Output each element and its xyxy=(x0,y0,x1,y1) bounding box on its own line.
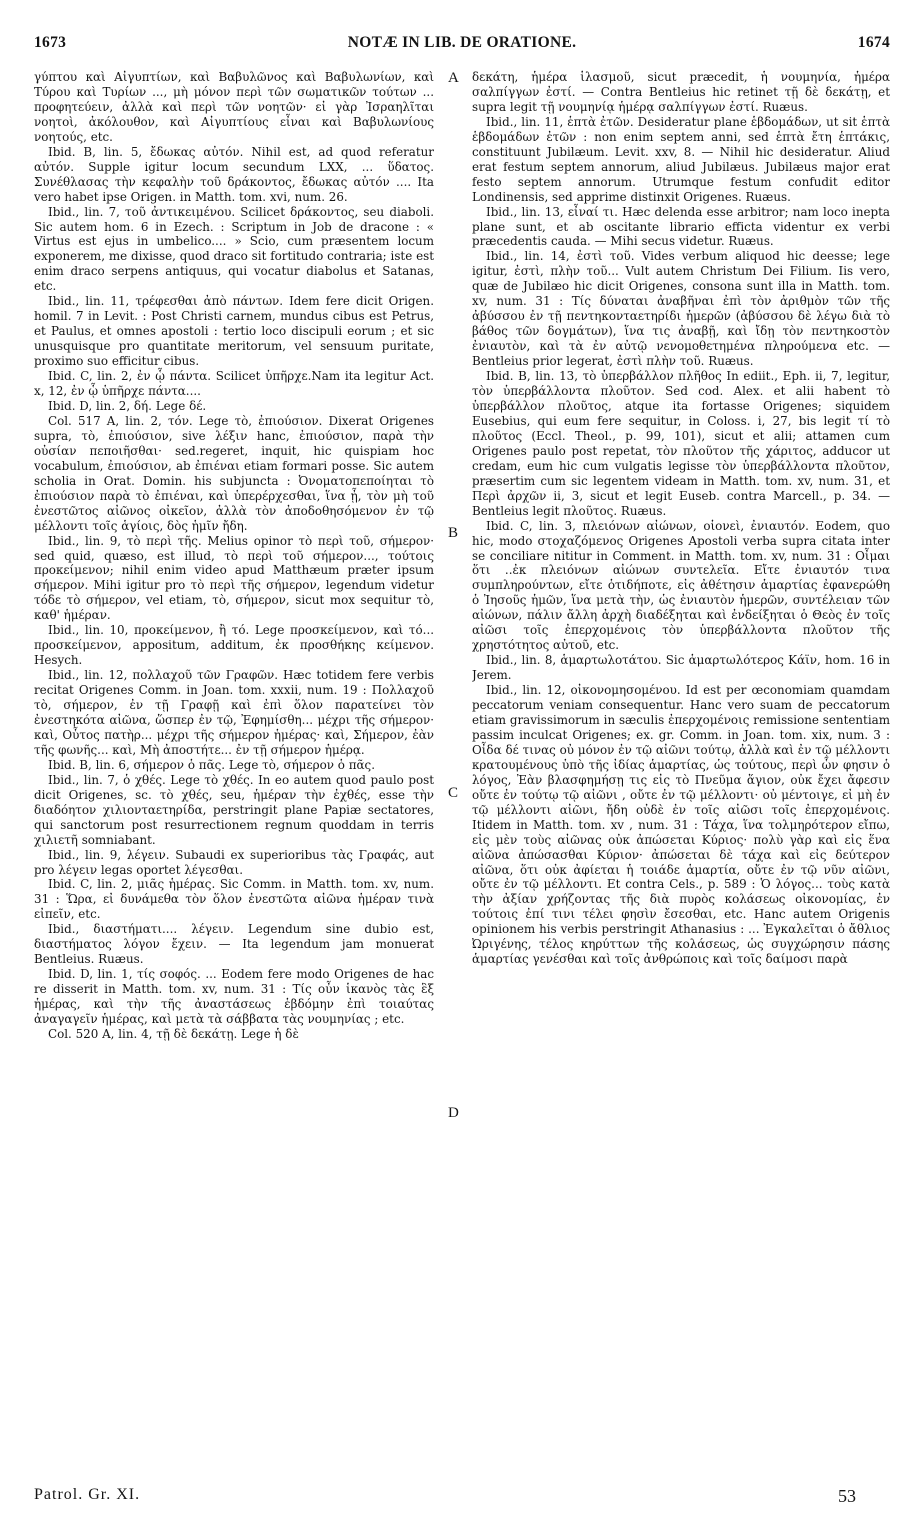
note-paragraph: Ibid., lin. 12, οἰκονομησομένου. Id est per œconomiam quamdam peccatorum veniam consequentur. Hanc vero suam de peccatorum etiam gravissimorum in sæculis ἐπερχομένοις remissione sententiam passim inculcat Origenes; ex. gr. Comm. in Joan. tom. xix, num. 3 : Οἶδα δέ τινας οὐ μόνον ἐν τῷ αἰῶνι τούτῳ, ἀλλὰ καὶ ἐν τῷ μέλλοντι κρατουμένους ὑπὸ τῆς ἰδίας ἁμαρτίας, ὡς τούτους, περὶ ὧν φησιν ὁ λόγος, Ἐὰν βλασφημήσῃ τις εἰς τὸ Πνεῦμα ἅγιον, οὐκ ἔχει ἄφεσιν οὔτε ἐν τούτῳ τῷ αἰῶνι , οὔτε ἐν τῷ μέλλοντι· οὐ μέντοιγε, εἰ μὴ ἐν τῷ μέλλοντι αἰῶνι, ἤδη οὐδὲ ἐν τοῖς αἰῶσι τοῖς ἐπερχομένοις. Itidem in Matth. tom. xv , num. 31 : Τάχα, ἵνα τολμηρότερον εἴπω, εἰς μὲν τοὺς αἰῶνας οὐκ ἀπώσεται Κύριος· πολὺ γὰρ καὶ εἰς ἕνα αἰῶνα ἀπώσασθαι Κύριον· ἀπώσεται δὲ τάχα καὶ εἰς δεύτερον αἰῶνα, ὅτι οὐκ ἀφίεται ἡ τοιάδε ἁμαρτία, οὔτε ἐν τῷ νῦν αἰῶνι, οὔτε ἐν τῷ μέλλοντι. Et contra Cels., p. 589 : Ὁ λόγος... τοὺς κατὰ τὴν ἀξίαν χρήζοντας τῆς διὰ πυρὸς κολάσεως οἰκονομίας, ἐν τούτοις ἐπί τινι τέλει φησὶν ἔσεσθαι, etc. Hanc autem Origenis opinionem his verbis perstringit Athanasius : ... Ἐγκαλεῖται ὁ ἄθλιος Ὠριγένης, τέλος κηρύττων τῆς κολάσεως, ὡς συγχώρησιν πάσης ἁμαρτίας γενέσθαι καὶ τοῖς ἀνθρώποις καὶ τοῖς δαίμοσι παρὰ xyxy=(472,683,890,967)
note-paragraph: Ibid., lin. 13, εἶναί τι. Hæc delenda esse arbitror; nam loco inepta plane sunt, et ab oscitante librario efficta videntur ex verbi præcedentis cauda. — Mihi secus videtur. Ruæus. xyxy=(472,204,890,249)
page-number-left: 1673 xyxy=(34,34,67,51)
page-header xyxy=(34,34,890,58)
note-paragraph: Col. 517 A, lin. 2, τόν. Lege τὸ, ἐπιούσιον. Dixerat Origenes supra, τὸ, ἐπιούσιον, sive λέξιν hanc, ἐπιούσιον, παρὰ τὴν οὐσίαν πεποιῆσθαι· sed.regeret, inquit, hic quispiam hoc vocabulum, ἐπιούσιον, ab ἐπιέναι etiam formari posse. Sic autem scholia in Orat. Domin. his subjuncta : Ὀνοματοπεποίηται τὸ ἐπιούσιον παρὰ τὸ ἐπιέναι, καὶ ὑπερέρχεσθαι, ἵνα ᾖ, τὸν μὴ τοῦ ἐνεστῶτος αἰῶνος οἰκεῖον, ἀλλὰ τὸν ἀποδοθησόμενον ἐν τῷ μέλλοντι τοῖς ἁγίοις, δὸς ἡμῖν ἤδη. xyxy=(34,413,434,533)
note-paragraph: Ibid., lin. 9, λέγειν. Subaudi ex superioribus τὰς Γραφάς, aut pro λέγειν legas oportet λέγεσθαι. xyxy=(34,847,434,877)
note-paragraph: Ibid., lin. 7, τοῦ ἀντικειμένου. Scilicet δράκοντος, seu diaboli. Sic autem hom. 6 in Ezech. : Scriptum in Job de dracone : « Virtus est ejus in umbelico.... » Scio, cum præsentem locum exponerem, me dixisse, quod draco sit fortitudo contraria; iste est enim draco serpens antiquus, qui vocatur diabolus et Satanas, etc. xyxy=(34,204,434,294)
margin-section-letters xyxy=(444,70,464,1458)
note-paragraph: Ibid., διαστήματι.... λέγειν. Legendum sine dubio est, διαστήματος λόγον ἔχειν. — Ita legendum jam monuerat Bentleius. Ruæus. xyxy=(34,922,434,967)
note-paragraph: Ibid. C, lin. 3, πλειόνων αἰώνων, οἱονεὶ, ἐνιαυτόν. Eodem, quo hic, modo στοχαζόμενος Origenes Apostoli verba supra citata inter se conciliare nititur in Comment. in Matth. tom. xv, num. 31 : Οἶμαι ὅτι ..ἐκ πλειόνων αἰώνων συντελεῖα. Εἴτε ἐνιαυτόν τινα συμπληρούντων, εἴτε ὁτιδήποτε, εἰς ἀθέτησιν ἁμαρτίας ἐφανερώθη ὁ Ἰησοῦς ἡμῶν, ἵνα μετὰ τὴν, ὡς ἐνιαυτὸν ἡμερῶν, συντέλειαν τῶν αἰώνων, πάλιν ἄλλη ἀρχὴ διαδέξηται καὶ ἐνδείξηται ὁ Θεὸς ἐν τοῖς αἰῶσι τοῖς ἐπερχομένοις τὸν ὑπερβάλλοντα πλοῦτον τῆς χρηστότητος αὐτοῦ, etc. xyxy=(472,518,890,653)
section-marker-d: D xyxy=(448,1105,459,1121)
note-paragraph: Ibid., lin. 10, προκείμενον, ἢ τό. Lege προσκείμενον, καὶ τό... προσκείμενον, appositum, additum, ἐκ προσθήκης κείμενον. Hesych. xyxy=(34,623,434,668)
note-paragraph: Ibid., lin. 14, ἐστὶ τοῦ. Vides verbum aliquod hic deesse; lege igitur, ἐστὶ, πλὴν τοῦ... Vult autem Christum Dei Filium. Iis vero, quæ de Jubilæo hic dicit Origenes, consona sunt illa in Matth. tom. xv, num. 31 : Τίς δύναται ἀναβῆναι ἐπὶ τὸν ἀριθμὸν τῶν τῆς ἀβύσσου ἐν τῇ πεντηκονταετηρίδι ἡμερῶν (ἀβύσσου δὲ λέγω διὰ τὸ βάθος τῶν δογμάτων), ἵνα τις ἀναβῇ, καὶ ἴδῃ τὸν πεντηκοστὸν ἐνιαυτὸν, καὶ τὰ ἐν αὐτῷ νενομοθετημένα πληρούμενα etc. — Bentleius prior legerat, ἐστὶ πλὴν τοῦ. Ruæus. xyxy=(472,249,890,369)
note-paragraph: Ibid., lin. 12, πολλαχοῦ τῶν Γραφῶν. Hæc totidem fere verbis recitat Origenes Comm. in Joan. tom. xxxii, num. 19 : Πολλαχοῦ τὸ, σήμερον, ἐν τῇ Γραφῇ καὶ ἐπὶ ὅλον παρατείνει τὸν ἐνεστηκότα αἰῶνα, ὥσπερ ἐν τῷ, Ἐφημίσθη... μέχρι τῆς σήμερον· καὶ, Οὗτος πατὴρ... μέχρι τῆς σήμερον ἡμέρας· καὶ, Σήμερον, ἐὰν τῆς φωνῆς... καὶ, Μὴ ἀποστήτε... ἐν τῇ σήμερον ἡμέρᾳ. xyxy=(34,668,434,757)
page-number-right: 1674 xyxy=(857,34,890,51)
section-marker-c: C xyxy=(448,785,459,801)
note-paragraph: Ibid. B, lin. 5, ἔδωκας αὐτόν. Nihil est, ad quod referatur αὐτόν. Supple igitur locum secundum LXX, ... ὕδατος. Συνέθλασας τὴν κεφαλὴν τοῦ δράκοντος, ἔδωκας αὐτόν .... Ita vero habet ipse Origen. in Matth. tom. xvi, num. 26. xyxy=(34,144,434,204)
note-paragraph: Ibid. D, lin. 1, τίς σοφός. ... Eodem fere modo Origenes de hac re disserit in Matth. tom. xv, num. 31 : Τίς οὖν ἱκανὸς τὰς ἓξ ἡμέρας, καὶ τὴν τῆς ἀναστάσεως ἑβδόμην ἐπὶ τοιαύτας ἀναγαγεῖν ἡμέρας, καὶ μετὰ τὰ σάββατα τὰς νουμηνίας ; etc. xyxy=(34,967,434,1027)
right-column xyxy=(472,70,890,1458)
footer-volume: Patrol. Gr. XI. xyxy=(34,1486,141,1503)
note-paragraph: γύπτου καὶ Αἰγυπτίων, καὶ Βαβυλῶνος καὶ Βαβυλωνίων, καὶ Τύρου καὶ Τυρίων ..., μὴ μόνον περὶ τῶν σωματικῶν τούτων ... προφητεύειν, ἀλλὰ καὶ περὶ τῶν νοητῶν· εἰ γὰρ Ἰσραηλῖται νοητοὶ, ἀκόλουθον, καὶ Αἰγυπτίους εἶναι καὶ Βαβυλωνίους νοητούς, etc. xyxy=(34,70,434,144)
note-paragraph: Ibid., lin. 9, τὸ περὶ τῆς. Melius opinor τὸ περὶ τοῦ, σήμερον· sed quid, quæso, est illud, τὸ περὶ τοῦ σήμερον..., τούτοις προκείμενον; nihil enim video apud Matthæum præter ipsum σήμερον. Mihi igitur pro τὸ περὶ τῆς σήμερον, legendum videtur τόδε τὸ σήμερον, vel etiam, τὸ, σήμερον, sicut mox sequitur τὸ, καθ' ἡμέραν. xyxy=(34,533,434,623)
note-paragraph: Ibid. D, lin. 2, δή. Lege δέ. xyxy=(48,398,207,413)
note-paragraph: Ibid., lin. 7, ὁ χθές. Lege τὸ χθές. In eo autem quod paulo post dicit Origenes, sc. τὸ χθές, seu, ἡμέραν τὴν ἐχθές, esse τὴν διαδόητον χιλιονταετηρίδα, perstringit plane Papiæ sectatores, qui sanctorum post resurrectionem regnum quoddam in terris χιλιετῆ somniabant. xyxy=(34,772,434,847)
left-column xyxy=(34,70,434,1458)
note-paragraph: Ibid. C, lin. 2, ἐν ᾧ πάντα. Scilicet ὑπῆρχε.Nam ita legitur Act. x, 12, ἐν ᾧ ὑπῆρχε πάντα.... xyxy=(34,369,434,399)
note-paragraph: Ibid., lin. 11, ἑπτὰ ἐτῶν. Desideratur plane ἑβδομάδων, ut sit ἑπτὰ ἑβδομάδων ἐτῶν : non enim septem anni, sed ἑπτὰ ἔτη ἑπτάκις, constituunt Jubilæum. Levit. xxv, 8. — Nihil hic desideratur. Aliud erat festum septem annorum, aliud Jubilæus. Jubilæus major erat festo septem annorum. Utrumque festum confudit editor Londinensis, sed apprime distinxit Origenes. Ruæus. xyxy=(472,114,890,204)
note-paragraph: Ibid. C, lin. 2, μιᾶς ἡμέρας. Sic Comm. in Matth. tom. xv, num. 31 : Ὥρα, εἰ δυνάμεθα τὸν ὅλον ἐνεστῶτα αἰῶνα ἡμέραν τινὰ εἰπεῖν, etc. xyxy=(34,877,434,922)
note-paragraph: Ibid. B, lin. 6, σήμερον ὁ πᾶς. Lege τὸ, σήμερον ὁ πᾶς. xyxy=(48,757,375,772)
note-paragraph: Ibid., lin. 8, ἁμαρτωλοτάτου. Sic ἁμαρτωλότερος Κάϊν, hom. 16 in Jerem. xyxy=(472,653,890,683)
note-paragraph: δεκάτη, ἡμέρα ἱλασμοῦ, sicut præcedit, ἡ νουμηνία, ἡμέρα σαλπίγγων ἐστί. — Contra Bentleius hic retinet τῇ δὲ δεκάτῃ, et supra legit τῇ νουμηνίᾳ ἡμέρᾳ σαλπίγγων ἐστί. Ruæus. xyxy=(472,70,890,114)
page-footer xyxy=(34,1486,890,1516)
note-paragraph: Ibid., lin. 11, τρέφεσθαι ἀπὸ πάντων. Idem fere dicit Origen. homil. 7 in Levit. : Post Christi carnem, mundus cibus est Petrus, et Paulus, et omnes apostoli : tertio loco discipuli eorum ; et sic unusquisque pro quantitate meritorum, vel sensuum puritate, proximo suo efficitur cibus. xyxy=(34,294,434,369)
running-title: NOTÆ IN LIB. DE ORATIONE. xyxy=(347,34,577,51)
note-paragraph: Col. 520 A, lin. 4, τῇ δὲ δεκάτῃ. Lege ἡ δὲ xyxy=(48,1027,299,1041)
section-marker-a: A xyxy=(448,70,459,86)
footer-signature: 53 xyxy=(838,1486,856,1506)
section-marker-b: B xyxy=(448,525,459,541)
note-paragraph: Ibid. B, lin. 13, τὸ ὑπερβάλλον πλῆθος In ediit., Eph. ii, 7, legitur, τὸν ὑπερβάλλοντα πλοῦτον. Sed cod. Alex. et alii habent τὸ ὑπερβάλλον πλοῦτος, atque ita fortasse Origenes; siquidem Eusebius, qui eum fere sequitur, in Coloss. i, 27, bis legit τί τὸ πλοῦτος (Eccl. Theol., p. 99, 101), sicut et alii; attamen cum Origenes paulo post repetat, τὸν πλοῦτον τῆς χάριτος, adducor ut credam, eum hic cum vulgatis legisse τὸν ὑπερβάλλοντα πλοῦτον, præsertim cum sic legentem videam in Matth. tom. xv, num. 31, et Περὶ ἀρχῶν ii, 3, sicut et legit Euseb. contra Marcell., p. 34. — Bentleius legit πλοῦτος. Ruæus. xyxy=(472,369,890,518)
